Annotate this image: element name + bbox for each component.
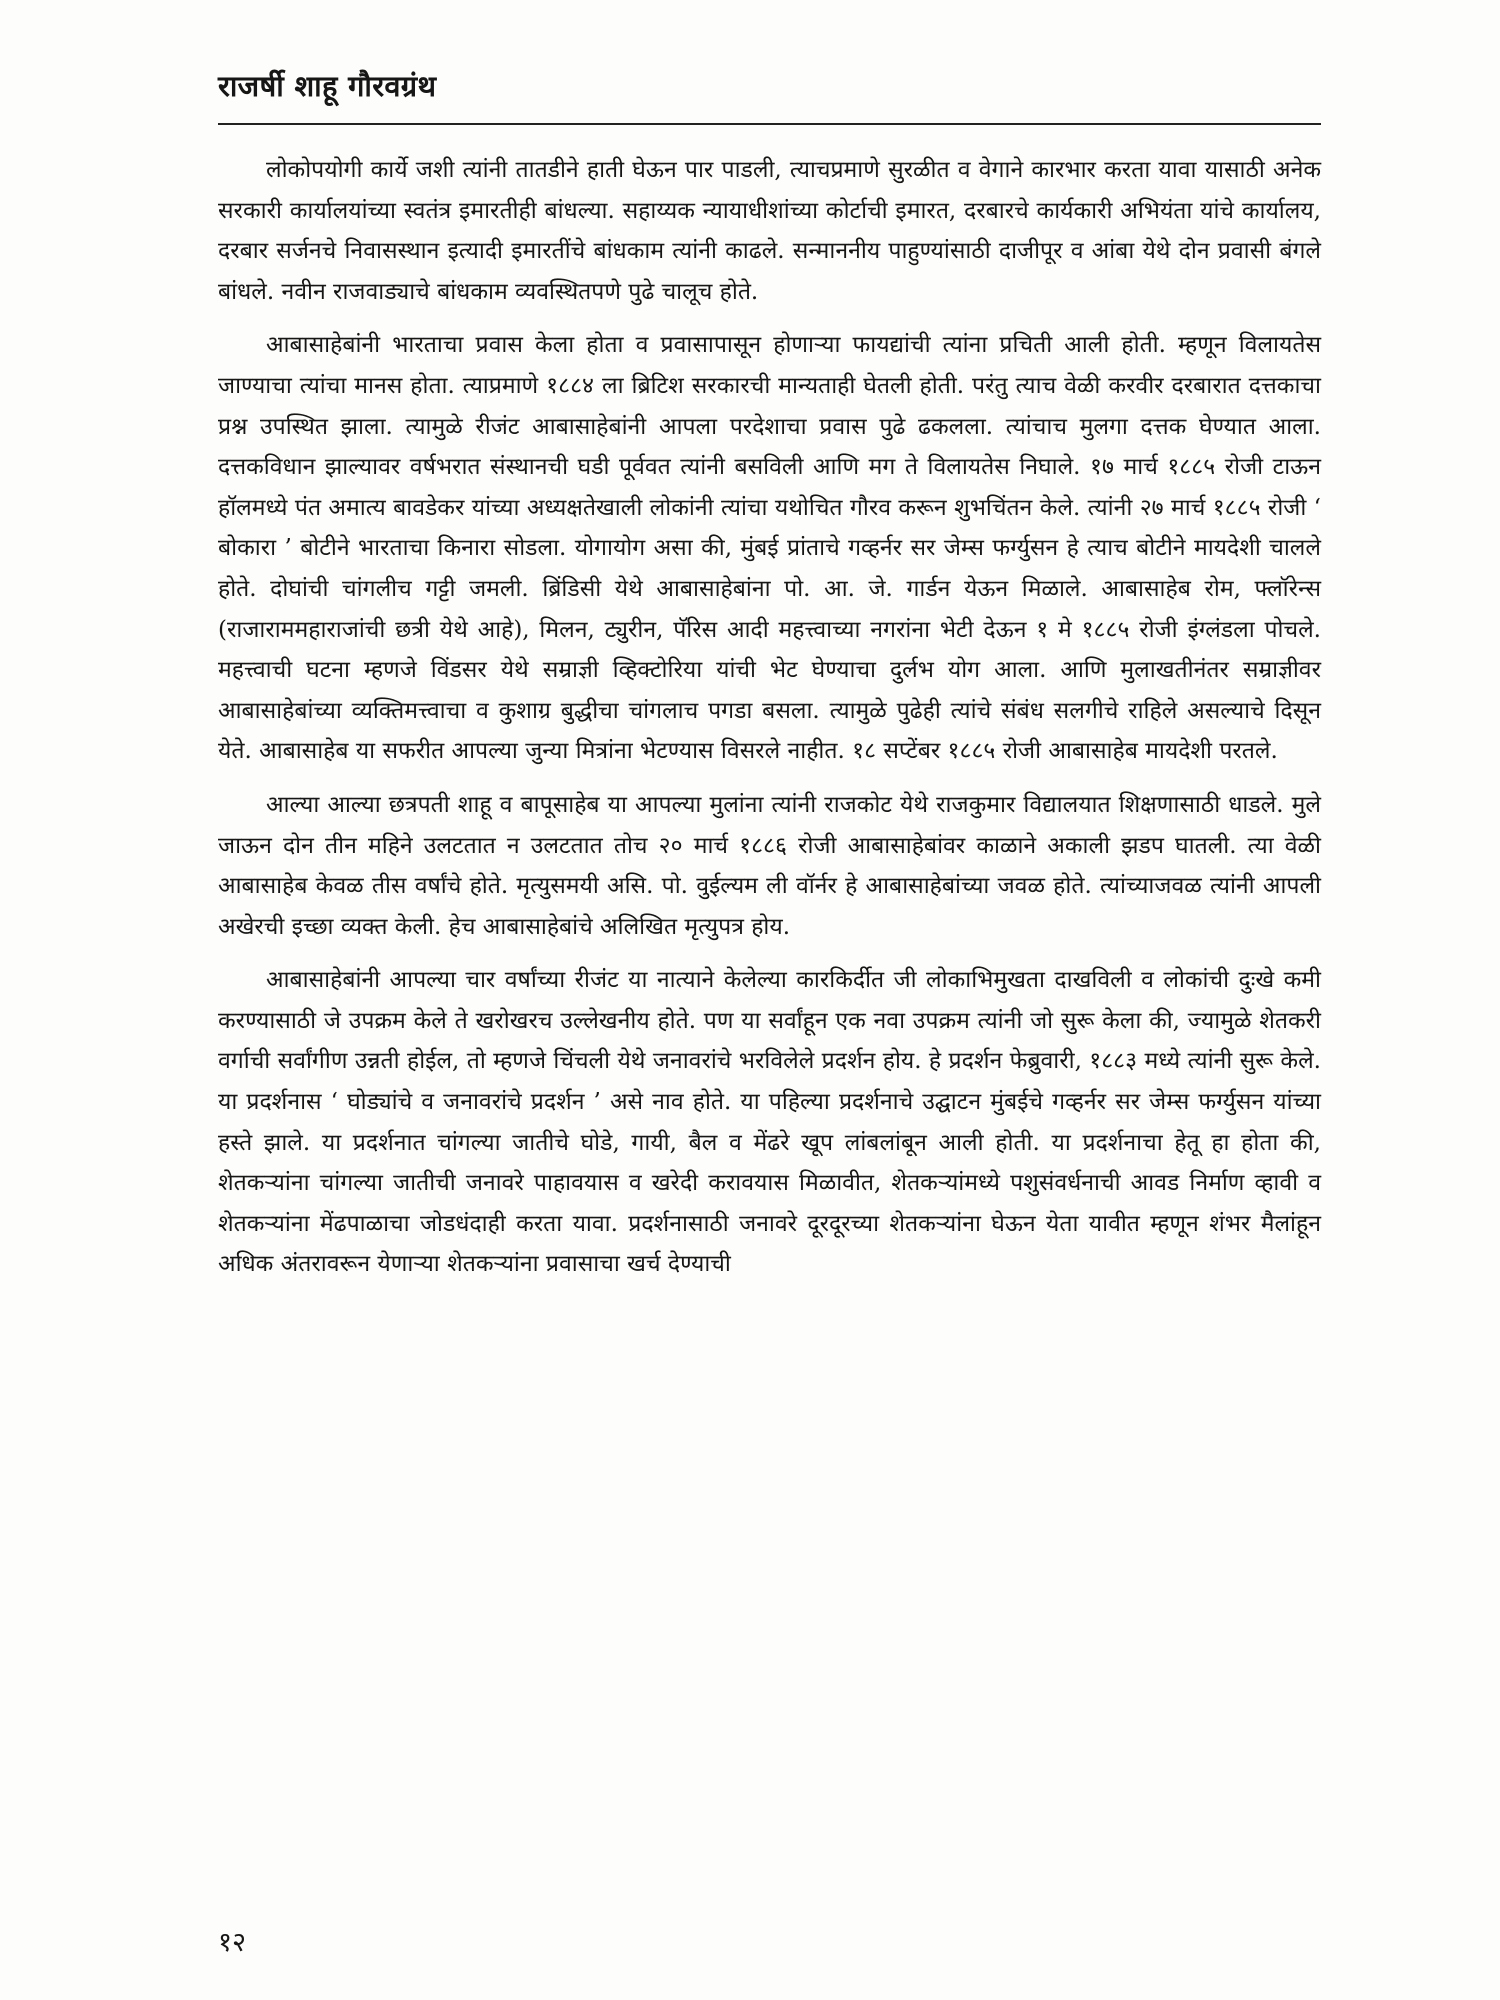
paragraph-3: आल्या आल्या छत्रपती शाहू व बापूसाहेब या आपल्या मुलांना त्यांनी राजकोट येथे राजकुमार विद्यालयात शिक्षणासाठी धाडले. मुले जाऊन दोन तीन महिने उलटतात न उलटतात तोच २० मार्च १८८६ रोजी आबासाहेबांवर काळाने अकाली झडप घातली. त्या वेळी आबासाहेब केवळ तीस वर्षांचे होते. मृत्युसमयी असि. पो. वुईल्यम ली वॉर्नर हे आबासाहेबांच्या जवळ होते. त्यांच्याजवळ त्यांनी आपली अखेरची इच्छा व्यक्त केली. हेच आबासाहेबांचे अलिखित मृत्युपत्र होय. xyxy=(218,791,1321,940)
body-text xyxy=(218,150,1321,1298)
header-rule xyxy=(218,123,1321,125)
paragraph-2: आबासाहेबांनी भारताचा प्रवास केला होता व प्रवासापासून होणाऱ्या फायद्यांची त्यांना प्रचिती आली होती. म्हणून विलायतेस जाण्याचा त्यांचा मानस होता. त्याप्रमाणे १८८४ ला ब्रिटिश सरकारची मान्यताही घेतली होती. परंतु त्याच वेळी करवीर दरबारात दत्तकाचा प्रश्न उपस्थित झाला. त्यामुळे रीजंट आबासाहेबांनी आपला परदेशाचा प्रवास पुढे ढकलला. त्यांचाच मुलगा दत्तक घेण्यात आला. दत्तकविधान झाल्यावर वर्षभरात संस्थानची घडी पूर्ववत त्यांनी बसविली आणि मग ते विलायतेस निघाले. १७ मार्च १८८५ रोजी टाऊन हॉलमध्ये पंत अमात्य बावडेकर यांच्या अध्यक्षतेखाली लोकांनी त्यांचा यथोचित गौरव करून शुभचिंतन केले. त्यांनी २७ मार्च १८८५ रोजी ‘ बोकारा ’ बोटीने भारताचा किनारा सोडला. योगायोग असा की, मुंबई प्रांताचे गव्हर्नर सर जेम्स फर्ग्युसन हे त्याच बोटीने मायदेशी चालले होते. दोघांची चांगलीच गट्टी जमली. ब्रिंडिसी येथे आबासाहेबांना पो. आ. जे. गार्डन येऊन मिळाले. आबासाहेब रोम, फ्लॉरेन्स (राजाराममहाराजांची छत्री येथे आहे), मिलन, ट्युरीन, पॅरिस आदी महत्त्वाच्या नगरांना भेटी देऊन १ मे १८८५ रोजी इंग्लंडला पोचले. महत्त्वाची घटना म्हणजे विंडसर येथे सम्राज्ञी व्हिक्टोरिया यांची भेट घेण्याचा दुर्लभ योग आला. आणि मुलाखतीनंतर सम्राज्ञीवर आबासाहेबांच्या व्यक्तिमत्त्वाचा व कुशाग्र बुद्धीचा चांगलाच पगडा बसला. त्यामुळे पुढेही त्यांचे संबंध सलगीचे राहिले असल्याचे दिसून येते. आबासाहेब या सफरीत आपल्या जुन्या मित्रांना भेटण्यास विसरले नाहीत. १८ सप्टेंबर १८८५ रोजी आबासाहेब मायदेशी परतले. xyxy=(218,332,1321,765)
paragraph-1: लोकोपयोगी कार्ये जशी त्यांनी तातडीने हाती घेऊन पार पाडली, त्याचप्रमाणे सुरळीत व वेगाने कारभार करता यावा यासाठी अनेक सरकारी कार्यालयांच्या स्वतंत्र इमारतीही बांधल्या. सहाय्यक न्यायाधीशांच्या कोर्टाची इमारत, दरबारचे कार्यकारी अभियंता यांचे कार्यालय, दरबार सर्जनचे निवासस्थान इत्यादी इमारतींचे बांधकाम त्यांनी काढले. सन्माननीय पाहुण्यांसाठी दाजीपूर व आंबा येथे दोन प्रवासी बंगले बांधले. नवीन राजवाड्याचे बांधकाम व्यवस्थितपणे पुढे चालूच होते. xyxy=(218,157,1321,305)
running-title: राजर्षी शाहू गौरवग्रंथ xyxy=(218,69,437,103)
paragraph-4: आबासाहेबांनी आपल्या चार वर्षांच्या रीजंट या नात्याने केलेल्या कारकिर्दीत जी लोकाभिमुखता दाखविली व लोकांची दुःखे कमी करण्यासाठी जे उपक्रम केले ते खरोखरच उल्लेखनीय होते. पण या सर्वांहून एक नवा उपक्रम त्यांनी जो सुरू केला की, ज्यामुळे शेतकरी वर्गाची सर्वांगीण उन्नती होईल, तो म्हणजे चिंचली येथे जनावरांचे भरविलेले प्रदर्शन होय. हे प्रदर्शन फेब्रुवारी, १८८३ मध्ये त्यांनी सुरू केले. या प्रदर्शनास ‘ घोड्यांचे व जनावरांचे प्रदर्शन ’ असे नाव होते. या पहिल्या प्रदर्शनाचे उद्घाटन मुंबईचे गव्हर्नर सर जेम्स फर्ग्युसन यांच्या हस्ते झाले. या प्रदर्शनात चांगल्या जातीचे घोडे, गायी, बैल व मेंढरे खूप लांबलांबून आली होती. या प्रदर्शनाचा हेतू हा होता की, शेतकऱ्यांना चांगल्या जातीची जनावरे पाहावयास व खरेदी करावयास मिळावीत, शेतकऱ्यांमध्ये पशुसंवर्धनाची आवड निर्माण व्हावी व शेतकऱ्यांना मेंढपाळाचा जोडधंदाही करता यावा. प्रदर्शनासाठी जनावरे दूरदूरच्या शेतकऱ्यांना घेऊन येता यावीत म्हणून शंभर मैलांहून अधिक अंतरावरून येणाऱ्या शेतकऱ्यांना प्रवासाचा खर्च देण्याची xyxy=(218,967,1321,1278)
page-number: १२ xyxy=(218,1927,247,1958)
